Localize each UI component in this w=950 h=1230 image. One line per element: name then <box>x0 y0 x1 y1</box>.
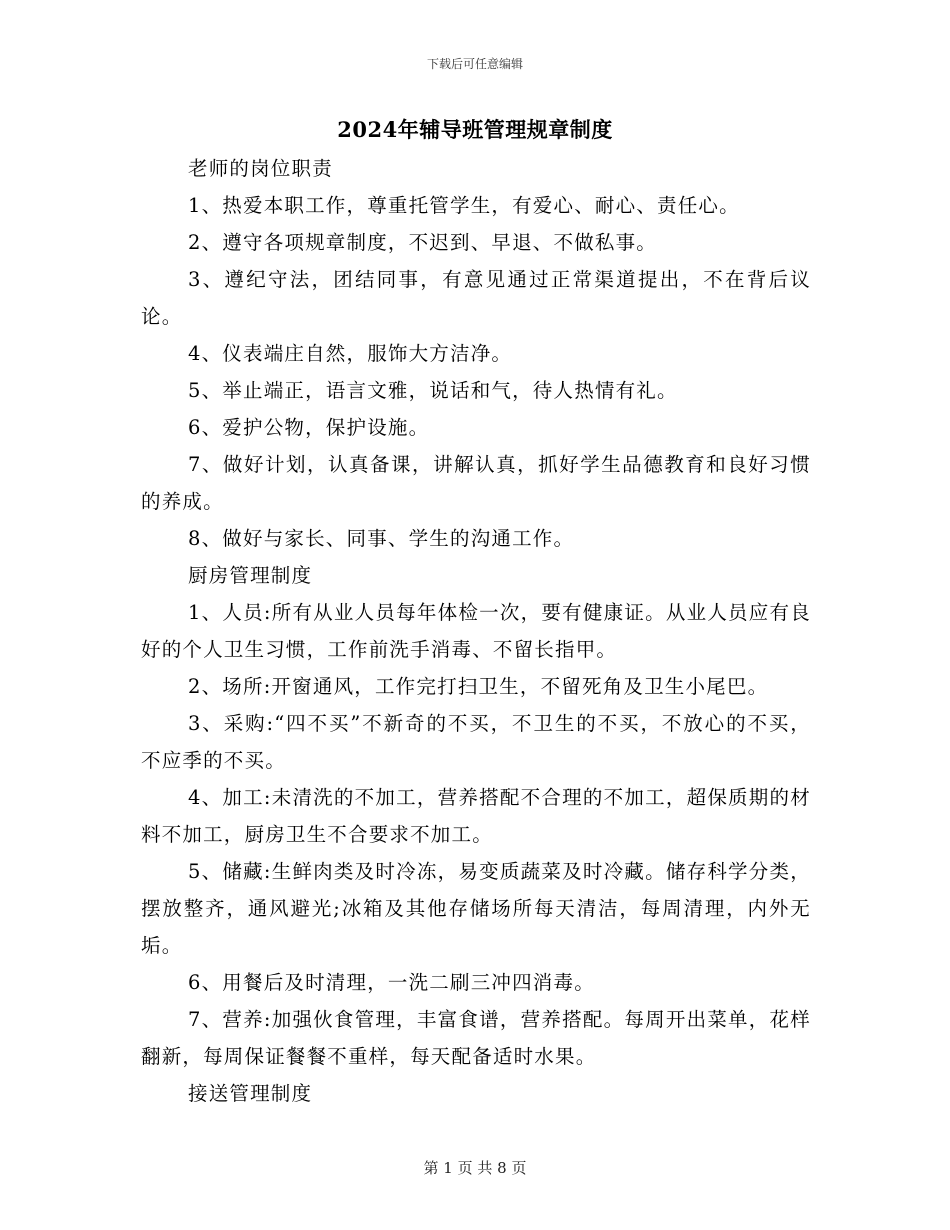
paragraph: 5、举止端正，语言文雅，说话和气，待人热情有礼。 <box>188 379 678 402</box>
paragraph: 1、人员:所有从业人员每年体检一次，要有健康证。从业人员应有良好的个人卫生习惯，工作前洗手消毒、不留长指甲。 <box>141 601 811 661</box>
paragraph: 3、遵纪守法，团结同事，有意见通过正常渠道提出，不在背后议论。 <box>141 268 811 328</box>
paragraph: 7、营养:加强伙食管理，丰富食谱，营养搭配。每周开出菜单，花样翻新，每周保证餐餐不重样，每天配备适时水果。 <box>141 1008 811 1068</box>
paragraph: 2、场所:开窗通风，工作完打扫卫生，不留死角及卫生小尾巴。 <box>188 675 769 698</box>
paragraph: 1、热爱本职工作，尊重托管学生，有爱心、耐心、责任心。 <box>188 194 740 217</box>
paragraph: 3、采购:“四不买”不新奇的不买，不卫生的不买，不放心的不买，不应季的不买。 <box>141 712 811 772</box>
paragraph: 6、爱护公物，保护设施。 <box>188 416 430 439</box>
document-body <box>141 150 811 1112</box>
section-heading-teacher-duties: 老师的岗位职责 <box>188 157 333 180</box>
paragraph: 6、用餐后及时清理，一洗二刷三冲四消毒。 <box>188 971 595 994</box>
page-indicator: 第 1 页 共 8 页 <box>423 1159 527 1177</box>
header-note: 下载后可任意编辑 <box>426 57 523 71</box>
paragraph: 5、储藏:生鲜肉类及时冷冻，易变质蔬菜及时冷藏。储存科学分类，摆放整齐，通风避光;冰箱及其他存储场所每天清洁，每周清理，内外无垢。 <box>141 860 811 957</box>
paragraph: 4、加工:未清洗的不加工，营养搭配不合理的不加工，超保质期的材料不加工，厨房卫生不合要求不加工。 <box>141 786 811 846</box>
document-title: 2024年辅导班管理规章制度 <box>337 117 613 142</box>
section-heading-kitchen: 厨房管理制度 <box>188 564 313 587</box>
paragraph: 8、做好与家长、同事、学生的沟通工作。 <box>188 527 575 550</box>
paragraph: 2、遵守各项规章制度，不迟到、早退、不做私事。 <box>188 231 658 254</box>
section-heading-pickup: 接送管理制度 <box>188 1082 313 1105</box>
paragraph: 4、仪表端庄自然，服饰大方洁净。 <box>188 342 513 365</box>
paragraph: 7、做好计划，认真备课，讲解认真，抓好学生品德教育和良好习惯的养成。 <box>141 453 811 513</box>
